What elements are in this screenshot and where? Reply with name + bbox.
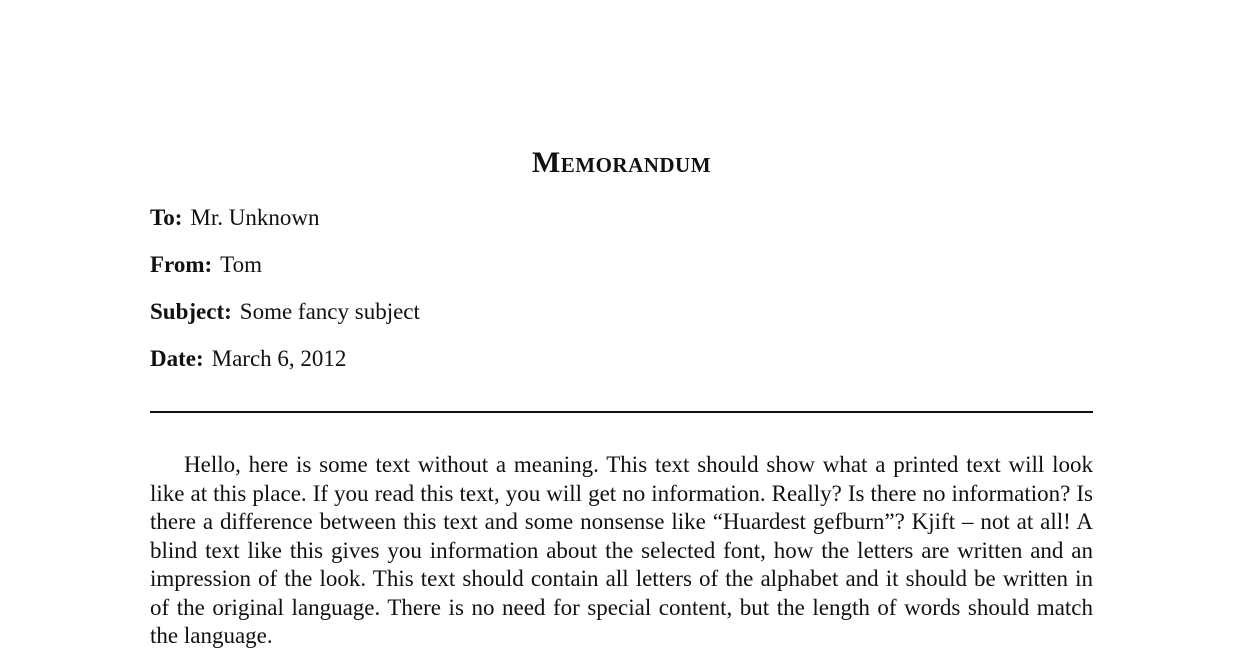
field-subject-value: Some fancy subject bbox=[239, 299, 420, 324]
field-to-label: To: bbox=[150, 205, 183, 230]
field-subject-label: Subject: bbox=[150, 299, 232, 324]
field-to bbox=[150, 203, 319, 233]
memo-page bbox=[150, 0, 1093, 668]
memo-title: Memorandum bbox=[531, 146, 712, 179]
field-from-value: Tom bbox=[220, 252, 263, 277]
header-divider bbox=[150, 411, 1093, 413]
field-date-label: Date: bbox=[150, 346, 204, 371]
memo-body: Hello, here is some text without a meaning. This text should show what a printed text will look like at this place. If you read this text, you will get no information. Really? Is there no information? Is there a difference between this text and some nonsense like “Huardest gefburn”? Kjift – not at all! A blind text like this gives you information about the selected font, how the letters are written and an impression of the look. This text should contain all letters of the alphabet and it should be written in of the original language. There is no need for special content, but the length of words should match the language. bbox=[150, 452, 1093, 648]
field-date-value: March 6, 2012 bbox=[211, 346, 347, 371]
field-from bbox=[150, 250, 262, 280]
field-subject bbox=[150, 297, 420, 327]
field-from-label: From: bbox=[150, 252, 213, 277]
field-to-value: Mr. Unknown bbox=[190, 205, 320, 230]
field-date bbox=[150, 344, 346, 374]
